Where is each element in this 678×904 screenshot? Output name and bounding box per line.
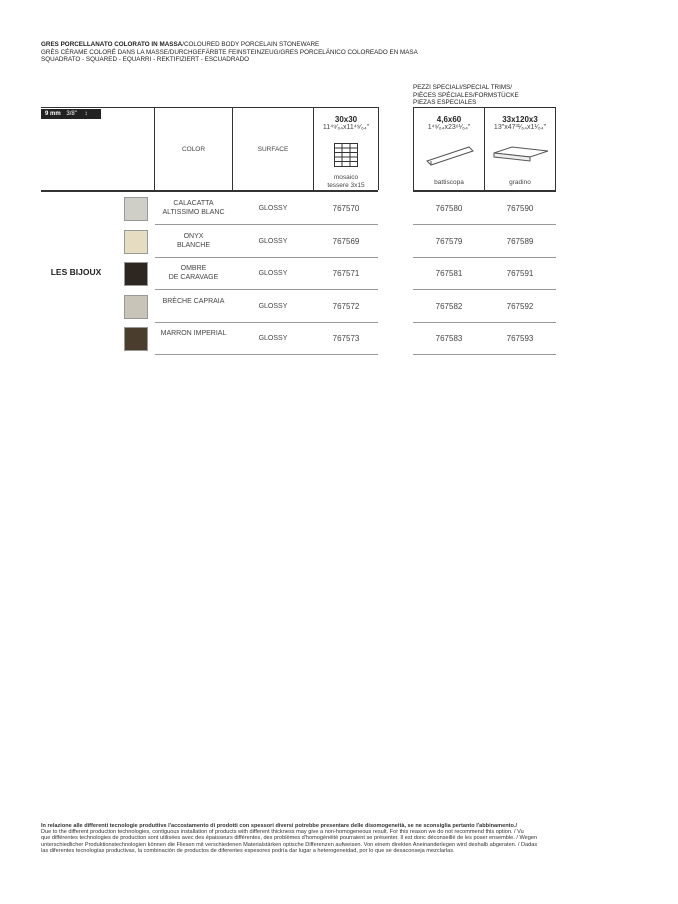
- row-rule: [155, 224, 378, 225]
- row-rule: [155, 354, 378, 355]
- header-top-rule: [41, 107, 378, 108]
- collection-name: LES BIJOUX: [50, 267, 102, 277]
- color-swatch: [124, 295, 148, 319]
- mosaic-icon: [334, 143, 358, 167]
- color-swatch: [124, 197, 148, 221]
- surface-column-header: SURFACE: [257, 146, 289, 153]
- disclaimer-fr: que différentes technologies de production sont utilisées avec des épaisseurs différentes, des problèmes d'homogénéité pourraient se présenter. Il est donc déconseillé de les poser ensemble. / Wegen: [41, 835, 538, 842]
- color-name: BRÈCHE CAPRAIA: [162, 297, 225, 305]
- trim1-size-inch: 1⁴⁹⁄₆₄x23⁶¹⁄₆₄": [427, 124, 471, 131]
- row-rule: [413, 224, 556, 225]
- surface-value: GLOSSY: [258, 302, 288, 310]
- header-title-rest: /COLOURED BODY PORCELAIN STONEWARE: [182, 41, 320, 48]
- article-code: 767569: [332, 236, 360, 246]
- header-bottom-rule: [41, 190, 378, 192]
- trim1-code: 767579: [435, 236, 463, 246]
- trim1-code: 767580: [435, 204, 463, 213]
- disclaimer-de: unterschiedlicher Produktionstechnologien können die Fliesen mit verschiedenen Materialstärken optische Differenzen aufweisen. Von einem direkten Aneinanderlegen wird deshalb abgeraten. / Dadas: [41, 841, 538, 848]
- trim2-code: 767589: [506, 236, 534, 246]
- row-rule: [155, 289, 378, 290]
- disclaimer: [41, 823, 641, 854]
- trim2-size: 33x120x3: [502, 115, 538, 124]
- disclaimer-es: las diferentes tecnologías productivas, la combinación de productos de diferentes espesores podría dar lugar a heterogeneidad, por lo que se desaconseja mezclarlas.: [41, 847, 455, 854]
- trim2-label: gradino: [509, 179, 531, 186]
- thickness-inch: 3/8": [66, 111, 77, 117]
- col-sep: [378, 107, 379, 190]
- thickness-arrow-icon: ↕: [84, 111, 88, 117]
- trim2-code: 767592: [506, 301, 534, 311]
- trim2-size-inch: 13"x47³¹⁄₆₄x1¹⁄₆₄": [493, 124, 547, 131]
- color-name: ONYX BLANCHE: [176, 232, 211, 249]
- trim2-code: 767593: [506, 334, 534, 343]
- article-code: 767570: [332, 204, 360, 213]
- skirting-icon: [425, 143, 475, 169]
- header-line-3: SQUADRATO - SQUARED - EQUARRI - REKTIFIZIERT - ESCUADRADO: [41, 56, 250, 64]
- color-swatch: [124, 327, 148, 351]
- color-swatch: [124, 230, 148, 254]
- trim1-code: 767583: [435, 334, 463, 343]
- color-name: CALACATTA ALTISSIMO BLANC: [162, 200, 225, 216]
- surface-value: GLOSSY: [258, 335, 288, 342]
- row-rule: [155, 257, 378, 258]
- disclaimer-it: In relazione alle differenti tecnologie produttive l'accostamento di prodotti con spessori diversi potrebbe presentare delle disomogeneità, se ne sconsiglia pertanto l'abbinamento./: [41, 823, 518, 829]
- article-code: 767573: [332, 334, 360, 343]
- document-header: [41, 41, 418, 64]
- trim1-code: 767582: [435, 301, 463, 311]
- trim2-code: 767590: [506, 204, 534, 213]
- row-rule: [155, 322, 378, 323]
- color-name: MARRON IMPERIAL: [160, 330, 227, 337]
- row-rule: [413, 354, 556, 355]
- trim1-code: 767581: [435, 269, 463, 278]
- trim2-code: 767591: [506, 269, 534, 278]
- header-title: GRES PORCELLANATO COLORATO IN MASSA: [41, 41, 183, 48]
- surface-value: GLOSSY: [258, 205, 288, 212]
- article-code: 767571: [332, 269, 360, 278]
- trims-heading: PEZZI SPECIALI/SPECIAL TRIMS/ PIÈCES SPÉCIALES/FORMSTÜCKE PIEZAS ESPECIALES: [413, 84, 519, 107]
- main-size-inch: 11⁴⁹⁄₆₄x11⁴⁹⁄₆₄": [322, 124, 370, 131]
- color-column-header: COLOR: [181, 146, 206, 153]
- surface-value: GLOSSY: [258, 270, 288, 277]
- row-rule: [413, 257, 556, 258]
- row-rule: [413, 322, 556, 323]
- thickness-mm: 9 mm: [45, 111, 61, 117]
- color-name: OMBRE DE CARAVAGE: [168, 265, 219, 281]
- trims-header-bottom-rule: [413, 190, 556, 192]
- disclaimer-en: Due to the different production technologies, contiguous installation of products with different thickness may give a non-homogeneous result. For this reason we do not recommend this option. / Vu: [41, 829, 524, 836]
- step-icon: [492, 145, 550, 165]
- trim1-size: 4,6x60: [436, 115, 462, 124]
- thickness-badge: [41, 109, 101, 119]
- header-line-2: GRÈS CÉRAME COLORÉ DANS LA MASSE/DURCHGEFÄRBTE FEINSTEINZEUG/GRES PORCELÁNICO COLOREADO EN MASA: [41, 48, 418, 56]
- row-rule: [413, 289, 556, 290]
- col-sep: [555, 107, 556, 190]
- main-size: 30x30: [334, 115, 358, 124]
- color-swatch: [124, 262, 148, 286]
- surface-value: GLOSSY: [258, 237, 288, 245]
- trim1-label: battiscopa: [434, 179, 464, 186]
- main-size-label: mosaico tessere 3x15: [327, 174, 365, 189]
- article-code: 767572: [332, 301, 360, 311]
